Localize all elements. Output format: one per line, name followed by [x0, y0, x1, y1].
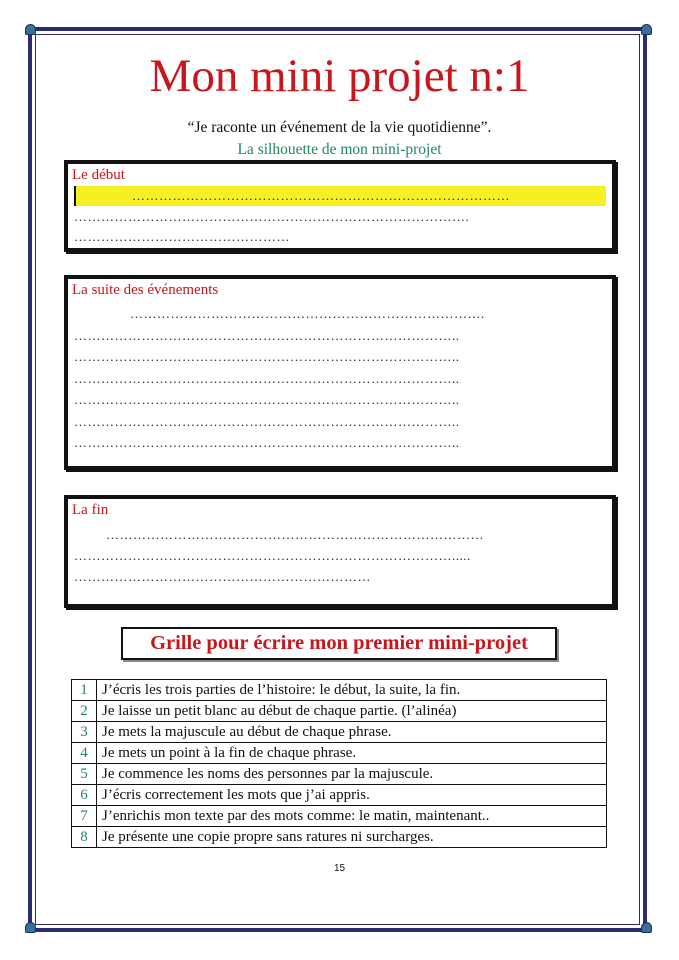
criterion-text: Je mets la majuscule au début de chaque phrase.: [97, 722, 607, 743]
writing-line[interactable]: …………………………………………………………………………..: [74, 371, 460, 386]
corner-ornament-top-right: [641, 24, 652, 35]
writing-line[interactable]: …………………………………………………………………………….: [74, 209, 470, 224]
table-row: [72, 827, 607, 848]
criterion-text: Je mets un point à la fin de chaque phrase.: [97, 743, 607, 764]
table-row: [72, 764, 607, 785]
criterion-number: 7: [72, 806, 97, 827]
writing-line[interactable]: ………………………………………………………………………….....: [74, 548, 471, 563]
table-row: [72, 680, 607, 701]
writing-line[interactable]: …………………………………………………………: [74, 569, 371, 584]
writing-line[interactable]: …………………………………………………………………………..: [74, 435, 460, 450]
criterion-number: 5: [72, 764, 97, 785]
writing-line[interactable]: …………………………………………………………………………..: [74, 392, 460, 407]
writing-line[interactable]: …………………………………………: [74, 229, 290, 244]
section-suite: [64, 275, 616, 470]
criterion-number: 1: [72, 680, 97, 701]
criterion-text: Je présente une copie propre sans ratures ni surcharges.: [97, 827, 607, 848]
table-row: [72, 743, 607, 764]
table-row: [72, 806, 607, 827]
criterion-text: Je commence les noms des personnes par la majuscule.: [97, 764, 607, 785]
corner-ornament-top-left: [25, 24, 36, 35]
page-number: 15: [333, 863, 346, 874]
table-row: [72, 701, 607, 722]
writing-line[interactable]: …………………………………………………………………….: [130, 306, 485, 321]
criteria-table: [71, 679, 607, 848]
section-debut-label: Le début: [72, 167, 125, 183]
section-fin: [64, 495, 616, 608]
criterion-text: J’écris correctement les mots que j’ai appris.: [97, 785, 607, 806]
writing-line[interactable]: …………………………………………………………………………: [106, 527, 484, 542]
criterion-number: 4: [72, 743, 97, 764]
criterion-text: J’écris les trois parties de l’histoire: le début, la suite, la fin.: [97, 680, 607, 701]
grille-title: Grille pour écrire mon premier mini-projet: [121, 627, 557, 660]
criterion-number: 8: [72, 827, 97, 848]
table-row: [72, 785, 607, 806]
table-row: [72, 722, 607, 743]
criterion-number: 6: [72, 785, 97, 806]
page-title: Mon mini projet n:1: [149, 50, 530, 102]
corner-ornament-bottom-right: [641, 922, 652, 933]
criterion-text: Je laisse un petit blanc au début de chaque partie. (l’alinéa): [97, 701, 607, 722]
writing-line[interactable]: …………………………………………………………………………..: [74, 414, 460, 429]
writing-line[interactable]: …………………………………………………………………………..: [74, 349, 460, 364]
criterion-text: J’enrichis mon texte par des mots comme: le matin, maintenant..: [97, 806, 607, 827]
corner-ornament-bottom-left: [25, 922, 36, 933]
silhouette-heading: La silhouette de mon mini-projet: [237, 141, 442, 158]
criterion-number: 2: [72, 701, 97, 722]
subtitle: “Je raconte un événement de la vie quotidienne”.: [187, 119, 492, 136]
section-fin-label: La fin: [72, 502, 109, 518]
criterion-number: 3: [72, 722, 97, 743]
writing-line[interactable]: …………………………………………………………………………..: [74, 328, 460, 343]
writing-line[interactable]: …………………………………………………………………………: [74, 186, 606, 206]
section-debut: [64, 160, 616, 252]
section-suite-label: La suite des événements: [72, 282, 219, 298]
